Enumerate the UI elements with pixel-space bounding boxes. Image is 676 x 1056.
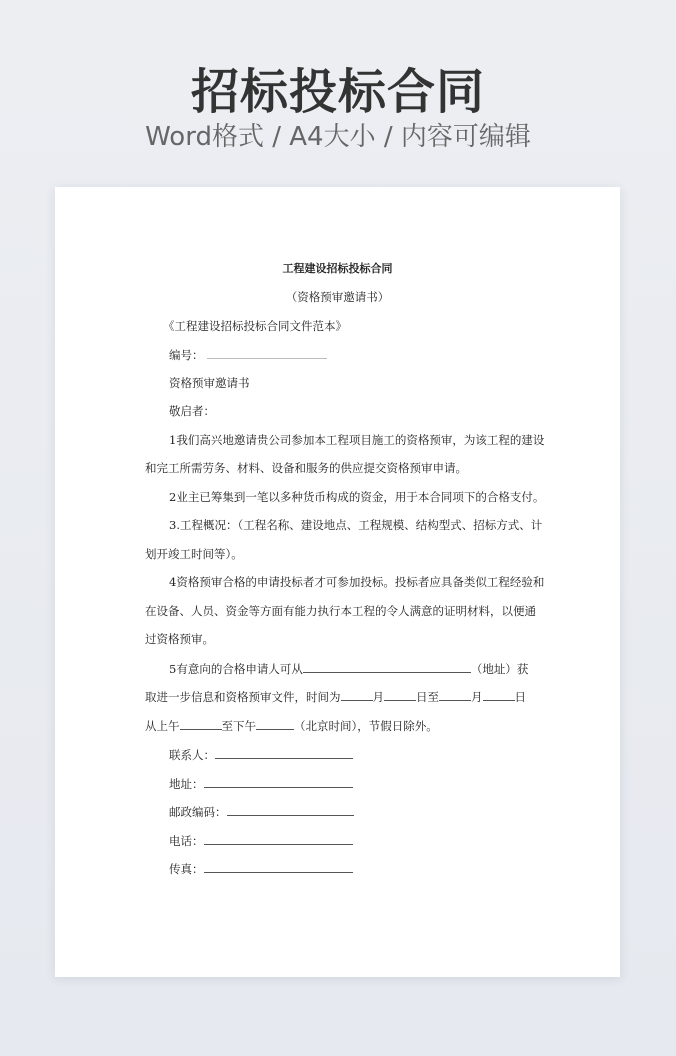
contact-input[interactable] [215, 746, 353, 759]
hero-subtitle: Word格式 / A4大小 / 内容可编辑 [145, 122, 531, 152]
paragraph-1-line-2: 和完工所需劳务、材料、设备和服务的供应提交资格预审申请。 [145, 461, 467, 475]
paragraph-4-line-3: 过资格预审。 [145, 632, 214, 646]
document-title: 工程建设招标投标合同 [282, 262, 393, 275]
am-time-blank[interactable] [180, 717, 222, 730]
pm-time-blank[interactable] [256, 717, 294, 730]
start-month-blank[interactable] [341, 688, 373, 701]
contact-label: 联系人： [169, 748, 215, 762]
am-label: 从上午 [145, 719, 180, 733]
phone-field [169, 832, 353, 849]
hero-title: 招标投标合同 [190, 64, 485, 120]
postcode-label: 邮政编码： [169, 805, 227, 819]
paragraph-3-line-2: 划开竣工时间等）。 [145, 547, 243, 561]
number-input[interactable] [207, 346, 327, 359]
end-month-blank[interactable] [439, 688, 471, 701]
paragraph-1-line-1: 1我们高兴地邀请贵公司参加本工程项目施工的资格预审，为该工程的建设 [169, 433, 545, 447]
paragraph-4-line-2: 在设备、人员、资金等方面有能力执行本工程的令人满意的证明材料，以便通 [145, 604, 536, 618]
day-label-2: 日 [514, 690, 526, 704]
postcode-field [169, 803, 354, 820]
day-to-label: 日至 [416, 690, 439, 704]
beijing-time-note: （北京时间），节假日除外。 [294, 719, 438, 733]
month-label-2: 月 [471, 690, 483, 704]
p5-text-a: 5有意向的合格申请人可从 [169, 662, 303, 676]
phone-label: 电话： [169, 834, 204, 848]
p5-text-b: （地址）获 [470, 662, 529, 676]
address-blank[interactable] [303, 660, 471, 673]
number-label: 编号： [169, 348, 204, 362]
paragraph-3-line-1: 3.工程概况：（工程名称、建设地点、工程规模、结构型式、招标方式、计 [169, 518, 543, 532]
paragraph-2-line-1: 2业主已筹集到一笔以多种货币构成的资金，用于本合同项下的合格支付。 [169, 490, 545, 504]
contact-field [169, 746, 353, 763]
address-input[interactable] [204, 775, 353, 788]
paragraph-5-line-1 [169, 660, 528, 677]
document-page [55, 187, 620, 977]
address-field [169, 775, 353, 792]
document-subtitle: （资格预审邀请书） [285, 290, 390, 304]
end-day-blank[interactable] [483, 688, 515, 701]
start-day-blank[interactable] [384, 688, 416, 701]
address-label: 地址： [169, 777, 204, 791]
salutation: 敬启者： [169, 404, 215, 418]
p5-line2-text: 取进一步信息和资格预审文件，时间为 [145, 690, 341, 704]
postcode-input[interactable] [227, 803, 354, 816]
phone-input[interactable] [204, 832, 353, 845]
section-heading: 资格预审邀请书 [169, 376, 250, 390]
pm-label: 至下午 [221, 719, 256, 733]
fax-input[interactable] [204, 860, 353, 873]
paragraph-5-line-3 [145, 717, 438, 734]
paragraph-4-line-1: 4资格预审合格的申请投标者才可参加投标。投标者应具备类似工程经验和 [169, 575, 545, 589]
month-label-1: 月 [372, 690, 384, 704]
paragraph-5-line-2 [145, 688, 526, 705]
fax-label: 传真： [169, 862, 204, 876]
fax-field [169, 860, 353, 877]
template-name: 《工程建设招标投标合同文件范本》 [163, 319, 347, 333]
number-field [169, 346, 327, 363]
